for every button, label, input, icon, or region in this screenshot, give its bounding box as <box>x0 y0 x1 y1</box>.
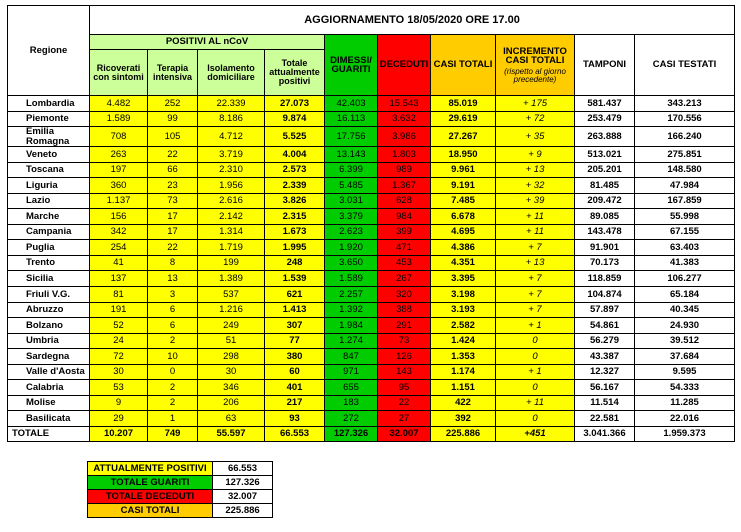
increment-cell: + 72 <box>496 111 575 127</box>
deceased-cell: 143 <box>378 364 431 380</box>
total-cases-cell: 4.386 <box>431 240 496 256</box>
swabs-cell: 56.279 <box>575 333 635 349</box>
covid-data-table <box>7 5 735 442</box>
deceased-cell: 989 <box>378 162 431 178</box>
region-cell: Toscana <box>8 162 90 178</box>
total-positive-header: Totale attualmente positivi <box>265 50 325 96</box>
table-row <box>8 209 735 225</box>
deceased-cell: 267 <box>378 271 431 287</box>
hospitalized-cell: 9 <box>90 395 148 411</box>
region-cell: Trento <box>8 255 90 271</box>
total-cases-cell: 3.198 <box>431 287 496 303</box>
intensive-cell: 17 <box>148 209 198 225</box>
total-cases-cell: 9.191 <box>431 178 496 194</box>
tested-cell: 47.984 <box>635 178 735 194</box>
total-positive-cell: 5.525 <box>265 127 325 147</box>
total-cases-cell: 1.424 <box>431 333 496 349</box>
total-cases-cell: 2.582 <box>431 318 496 334</box>
home-isolation-cell: 298 <box>198 349 265 365</box>
deceased-cell: 3.632 <box>378 111 431 127</box>
total-cases-cell: 4.351 <box>431 255 496 271</box>
hospitalized-cell: 24 <box>90 333 148 349</box>
region-cell: Veneto <box>8 147 90 163</box>
intensive-cell: 13 <box>148 271 198 287</box>
total-positive-cell: 1.673 <box>265 224 325 240</box>
intensive-cell: 1 <box>148 411 198 427</box>
total-region-cell: TOTALE <box>8 426 90 442</box>
deceased-cell: 27 <box>378 411 431 427</box>
intensive-cell: 17 <box>148 224 198 240</box>
discharged-cell: 2.623 <box>325 224 378 240</box>
discharged-cell: 3.031 <box>325 193 378 209</box>
increment-cell: + 13 <box>496 255 575 271</box>
increment-label: INCREMENTO CASI TOTALI <box>503 45 567 66</box>
deceased-cell: 1.367 <box>378 178 431 194</box>
increment-cell: + 7 <box>496 271 575 287</box>
tested-cell: 343.213 <box>635 96 735 112</box>
region-cell: Sardegna <box>8 349 90 365</box>
hospitalized-cell: 52 <box>90 318 148 334</box>
home-isolation-header: Isolamento domiciliare <box>198 50 265 96</box>
summary-row <box>88 490 273 504</box>
update-title: AGGIORNAMENTO 18/05/2020 ORE 17.00 <box>90 6 735 35</box>
increment-cell: + 13 <box>496 162 575 178</box>
hospitalized-cell: 254 <box>90 240 148 256</box>
total-hospitalized-cell: 10.207 <box>90 426 148 442</box>
swabs-cell: 209.472 <box>575 193 635 209</box>
summary-table <box>87 461 273 518</box>
swabs-cell: 22.581 <box>575 411 635 427</box>
deceased-cell: 453 <box>378 255 431 271</box>
increment-cell: 0 <box>496 333 575 349</box>
total-positive-cell: 217 <box>265 395 325 411</box>
hospitalized-cell: 1.589 <box>90 111 148 127</box>
swabs-cell: 118.859 <box>575 271 635 287</box>
hospitalized-cell: 53 <box>90 380 148 396</box>
swabs-cell: 263.888 <box>575 127 635 147</box>
total-cases-cell: 27.267 <box>431 127 496 147</box>
tested-cell: 65.184 <box>635 287 735 303</box>
table-row <box>8 255 735 271</box>
total-positive-cell: 1.413 <box>265 302 325 318</box>
swabs-cell: 205.201 <box>575 162 635 178</box>
region-cell: Lazio <box>8 193 90 209</box>
intensive-header: Terapia intensiva <box>148 50 198 96</box>
tested-cell: 170.556 <box>635 111 735 127</box>
hospitalized-header: Ricoverati con sintomi <box>90 50 148 96</box>
hospitalized-cell: 4.482 <box>90 96 148 112</box>
home-isolation-cell: 537 <box>198 287 265 303</box>
table-row <box>8 178 735 194</box>
home-isolation-cell: 4.712 <box>198 127 265 147</box>
region-cell: Emilia Romagna <box>8 127 90 147</box>
increment-cell: + 32 <box>496 178 575 194</box>
discharged-cell: 42.403 <box>325 96 378 112</box>
home-isolation-cell: 2.142 <box>198 209 265 225</box>
intensive-cell: 2 <box>148 395 198 411</box>
total-positive-cell: 621 <box>265 287 325 303</box>
increment-cell: + 7 <box>496 240 575 256</box>
total-positive-cell: 2.339 <box>265 178 325 194</box>
deceased-cell: 984 <box>378 209 431 225</box>
home-isolation-cell: 346 <box>198 380 265 396</box>
total-positive-cell: 248 <box>265 255 325 271</box>
deceased-cell: 95 <box>378 380 431 396</box>
hospitalized-cell: 30 <box>90 364 148 380</box>
total-cases-cell: 85.019 <box>431 96 496 112</box>
swabs-header: TAMPONI <box>575 35 635 96</box>
region-cell: Molise <box>8 395 90 411</box>
hospitalized-cell: 708 <box>90 127 148 147</box>
summary-label: TOTALE DECEDUTI <box>88 490 213 504</box>
discharged-cell: 847 <box>325 349 378 365</box>
table-row <box>8 349 735 365</box>
intensive-cell: 22 <box>148 147 198 163</box>
increment-cell: + 1 <box>496 318 575 334</box>
discharged-cell: 183 <box>325 395 378 411</box>
total-increment-cell: +451 <box>496 426 575 442</box>
increment-cell: + 7 <box>496 302 575 318</box>
hospitalized-cell: 29 <box>90 411 148 427</box>
discharged-cell: 13.143 <box>325 147 378 163</box>
total-intensive-cell: 749 <box>148 426 198 442</box>
tested-cell: 106.277 <box>635 271 735 287</box>
positives-group-header: POSITIVI AL nCoV <box>90 35 325 50</box>
total-positive-cell: 3.826 <box>265 193 325 209</box>
table-row <box>8 96 735 112</box>
intensive-cell: 6 <box>148 318 198 334</box>
total-cases-cell: 3.193 <box>431 302 496 318</box>
total-cases-cell: 1.174 <box>431 364 496 380</box>
home-isolation-cell: 1.719 <box>198 240 265 256</box>
intensive-cell: 3 <box>148 287 198 303</box>
region-cell: Bolzano <box>8 318 90 334</box>
deceased-cell: 73 <box>378 333 431 349</box>
swabs-cell: 43.387 <box>575 349 635 365</box>
discharged-cell: 1.920 <box>325 240 378 256</box>
region-cell: Basilicata <box>8 411 90 427</box>
deceased-header: DECEDUTI <box>378 35 431 96</box>
discharged-cell: 971 <box>325 364 378 380</box>
total-discharged-cell: 127.326 <box>325 426 378 442</box>
swabs-cell: 104.874 <box>575 287 635 303</box>
home-isolation-cell: 51 <box>198 333 265 349</box>
total-cases-cell: 1.353 <box>431 349 496 365</box>
deceased-cell: 471 <box>378 240 431 256</box>
increment-note: (rispetto al giorno precedente) <box>504 66 566 84</box>
table-row <box>8 193 735 209</box>
table-row <box>8 287 735 303</box>
discharged-cell: 5.485 <box>325 178 378 194</box>
home-isolation-cell: 2.310 <box>198 162 265 178</box>
region-cell: Liguria <box>8 178 90 194</box>
table-row <box>8 380 735 396</box>
tested-cell: 275.851 <box>635 147 735 163</box>
total-cases-cell: 6.678 <box>431 209 496 225</box>
increment-cell: + 39 <box>496 193 575 209</box>
discharged-cell: 2.257 <box>325 287 378 303</box>
tested-cell: 55.998 <box>635 209 735 225</box>
intensive-cell: 22 <box>148 240 198 256</box>
total-total-cases-cell: 225.886 <box>431 426 496 442</box>
swabs-cell: 143.478 <box>575 224 635 240</box>
tested-cell: 167.859 <box>635 193 735 209</box>
home-isolation-cell: 1.956 <box>198 178 265 194</box>
swabs-cell: 91.901 <box>575 240 635 256</box>
intensive-cell: 0 <box>148 364 198 380</box>
discharged-header: DIMESSI/ GUARITI <box>325 35 378 96</box>
deceased-cell: 3.986 <box>378 127 431 147</box>
tested-cell: 148.580 <box>635 162 735 178</box>
tested-cell: 9.595 <box>635 364 735 380</box>
table-row <box>8 271 735 287</box>
total-positive-cell: 60 <box>265 364 325 380</box>
tested-cell: 39.512 <box>635 333 735 349</box>
region-cell: Lombardia <box>8 96 90 112</box>
table-row <box>8 162 735 178</box>
discharged-cell: 1.589 <box>325 271 378 287</box>
total-positive-cell: 77 <box>265 333 325 349</box>
tested-cell: 67.155 <box>635 224 735 240</box>
discharged-cell: 1.984 <box>325 318 378 334</box>
intensive-cell: 105 <box>148 127 198 147</box>
intensive-cell: 2 <box>148 333 198 349</box>
swabs-cell: 70.173 <box>575 255 635 271</box>
increment-cell: + 9 <box>496 147 575 163</box>
summary-label: ATTUALMENTE POSITIVI <box>88 462 213 476</box>
increment-cell: + 35 <box>496 127 575 147</box>
intensive-cell: 2 <box>148 380 198 396</box>
home-isolation-cell: 22.339 <box>198 96 265 112</box>
tested-cell: 41.383 <box>635 255 735 271</box>
table-row <box>8 318 735 334</box>
swabs-cell: 89.085 <box>575 209 635 225</box>
tested-cell: 166.240 <box>635 127 735 147</box>
tested-cell: 37.684 <box>635 349 735 365</box>
table-row <box>8 147 735 163</box>
hospitalized-cell: 191 <box>90 302 148 318</box>
total-positive-cell: 1.539 <box>265 271 325 287</box>
intensive-cell: 73 <box>148 193 198 209</box>
total-positive-cell: 9.874 <box>265 111 325 127</box>
table-row <box>8 395 735 411</box>
increment-cell: + 11 <box>496 395 575 411</box>
intensive-cell: 99 <box>148 111 198 127</box>
increment-cell: 0 <box>496 380 575 396</box>
total-positive-cell: 2.315 <box>265 209 325 225</box>
total-cases-cell: 3.395 <box>431 271 496 287</box>
hospitalized-cell: 72 <box>90 349 148 365</box>
tested-cell: 40.345 <box>635 302 735 318</box>
region-cell: Puglia <box>8 240 90 256</box>
home-isolation-cell: 2.616 <box>198 193 265 209</box>
deceased-cell: 399 <box>378 224 431 240</box>
hospitalized-cell: 360 <box>90 178 148 194</box>
swabs-cell: 56.167 <box>575 380 635 396</box>
hospitalized-cell: 137 <box>90 271 148 287</box>
table-row <box>8 240 735 256</box>
total-cases-cell: 18.950 <box>431 147 496 163</box>
increment-cell: + 11 <box>496 224 575 240</box>
total-total-positive-cell: 66.553 <box>265 426 325 442</box>
deceased-cell: 1.803 <box>378 147 431 163</box>
hospitalized-cell: 81 <box>90 287 148 303</box>
region-cell: Calabria <box>8 380 90 396</box>
summary-label: TOTALE GUARITI <box>88 476 213 490</box>
summary-value: 32.007 <box>213 490 273 504</box>
summary-row <box>88 462 273 476</box>
summary-value: 225.886 <box>213 504 273 518</box>
region-cell: Marche <box>8 209 90 225</box>
total-positive-cell: 380 <box>265 349 325 365</box>
deceased-cell: 388 <box>378 302 431 318</box>
swabs-cell: 11.514 <box>575 395 635 411</box>
discharged-cell: 3.650 <box>325 255 378 271</box>
hospitalized-cell: 156 <box>90 209 148 225</box>
home-isolation-cell: 206 <box>198 395 265 411</box>
tested-cell: 63.403 <box>635 240 735 256</box>
total-cases-header: CASI TOTALI <box>431 35 496 96</box>
total-cases-cell: 422 <box>431 395 496 411</box>
intensive-cell: 10 <box>148 349 198 365</box>
total-cases-cell: 4.695 <box>431 224 496 240</box>
increment-cell: 0 <box>496 349 575 365</box>
total-cases-cell: 29.619 <box>431 111 496 127</box>
home-isolation-cell: 30 <box>198 364 265 380</box>
summary-row <box>88 504 273 518</box>
home-isolation-cell: 249 <box>198 318 265 334</box>
region-cell: Umbria <box>8 333 90 349</box>
hospitalized-cell: 1.137 <box>90 193 148 209</box>
increment-cell: 0 <box>496 411 575 427</box>
deceased-cell: 15.543 <box>378 96 431 112</box>
home-isolation-cell: 8.186 <box>198 111 265 127</box>
discharged-cell: 1.274 <box>325 333 378 349</box>
total-cases-cell: 9.961 <box>431 162 496 178</box>
total-swabs-cell: 3.041.366 <box>575 426 635 442</box>
total-positive-cell: 307 <box>265 318 325 334</box>
discharged-cell: 1.392 <box>325 302 378 318</box>
swabs-cell: 12.327 <box>575 364 635 380</box>
home-isolation-cell: 1.314 <box>198 224 265 240</box>
swabs-cell: 54.861 <box>575 318 635 334</box>
table-row <box>8 302 735 318</box>
hospitalized-cell: 41 <box>90 255 148 271</box>
swabs-cell: 253.479 <box>575 111 635 127</box>
summary-row <box>88 476 273 490</box>
total-cases-cell: 1.151 <box>431 380 496 396</box>
hospitalized-cell: 263 <box>90 147 148 163</box>
increment-cell: + 1 <box>496 364 575 380</box>
home-isolation-cell: 3.719 <box>198 147 265 163</box>
home-isolation-cell: 1.389 <box>198 271 265 287</box>
discharged-cell: 6.399 <box>325 162 378 178</box>
deceased-cell: 22 <box>378 395 431 411</box>
deceased-cell: 291 <box>378 318 431 334</box>
total-positive-cell: 1.995 <box>265 240 325 256</box>
total-positive-cell: 401 <box>265 380 325 396</box>
region-cell: Friuli V.G. <box>8 287 90 303</box>
tested-cell: 22.016 <box>635 411 735 427</box>
table-row <box>8 411 735 427</box>
total-positive-cell: 27.073 <box>265 96 325 112</box>
deceased-cell: 628 <box>378 193 431 209</box>
total-cases-cell: 7.485 <box>431 193 496 209</box>
tested-cell: 54.333 <box>635 380 735 396</box>
swabs-cell: 513.021 <box>575 147 635 163</box>
home-isolation-cell: 63 <box>198 411 265 427</box>
hospitalized-cell: 342 <box>90 224 148 240</box>
total-cases-cell: 392 <box>431 411 496 427</box>
discharged-cell: 655 <box>325 380 378 396</box>
swabs-cell: 57.897 <box>575 302 635 318</box>
deceased-cell: 320 <box>378 287 431 303</box>
swabs-cell: 81.485 <box>575 178 635 194</box>
tested-header: CASI TESTATI <box>635 35 735 96</box>
region-cell: Abruzzo <box>8 302 90 318</box>
total-positive-cell: 93 <box>265 411 325 427</box>
table-row <box>8 333 735 349</box>
increment-cell: + 7 <box>496 287 575 303</box>
table-row <box>8 111 735 127</box>
table-row <box>8 127 735 147</box>
total-home-isolation-cell: 55.597 <box>198 426 265 442</box>
increment-header <box>496 35 575 96</box>
summary-value: 66.553 <box>213 462 273 476</box>
region-header: Regione <box>8 6 90 96</box>
tested-cell: 24.930 <box>635 318 735 334</box>
region-cell: Sicilia <box>8 271 90 287</box>
total-tested-cell: 1.959.373 <box>635 426 735 442</box>
increment-cell: + 11 <box>496 209 575 225</box>
discharged-cell: 16.113 <box>325 111 378 127</box>
swabs-cell: 581.437 <box>575 96 635 112</box>
table-row <box>8 364 735 380</box>
hospitalized-cell: 197 <box>90 162 148 178</box>
home-isolation-cell: 199 <box>198 255 265 271</box>
total-positive-cell: 2.573 <box>265 162 325 178</box>
discharged-cell: 17.756 <box>325 127 378 147</box>
total-deceased-cell: 32.007 <box>378 426 431 442</box>
discharged-cell: 3.379 <box>325 209 378 225</box>
region-cell: Valle d'Aosta <box>8 364 90 380</box>
total-row <box>8 426 735 442</box>
intensive-cell: 252 <box>148 96 198 112</box>
region-cell: Campania <box>8 224 90 240</box>
intensive-cell: 23 <box>148 178 198 194</box>
summary-value: 127.326 <box>213 476 273 490</box>
deceased-cell: 126 <box>378 349 431 365</box>
region-cell: Piemonte <box>8 111 90 127</box>
home-isolation-cell: 1.216 <box>198 302 265 318</box>
intensive-cell: 6 <box>148 302 198 318</box>
discharged-cell: 272 <box>325 411 378 427</box>
tested-cell: 11.285 <box>635 395 735 411</box>
total-positive-cell: 4.004 <box>265 147 325 163</box>
summary-label: CASI TOTALI <box>88 504 213 518</box>
intensive-cell: 8 <box>148 255 198 271</box>
intensive-cell: 66 <box>148 162 198 178</box>
increment-cell: + 175 <box>496 96 575 112</box>
table-row <box>8 224 735 240</box>
